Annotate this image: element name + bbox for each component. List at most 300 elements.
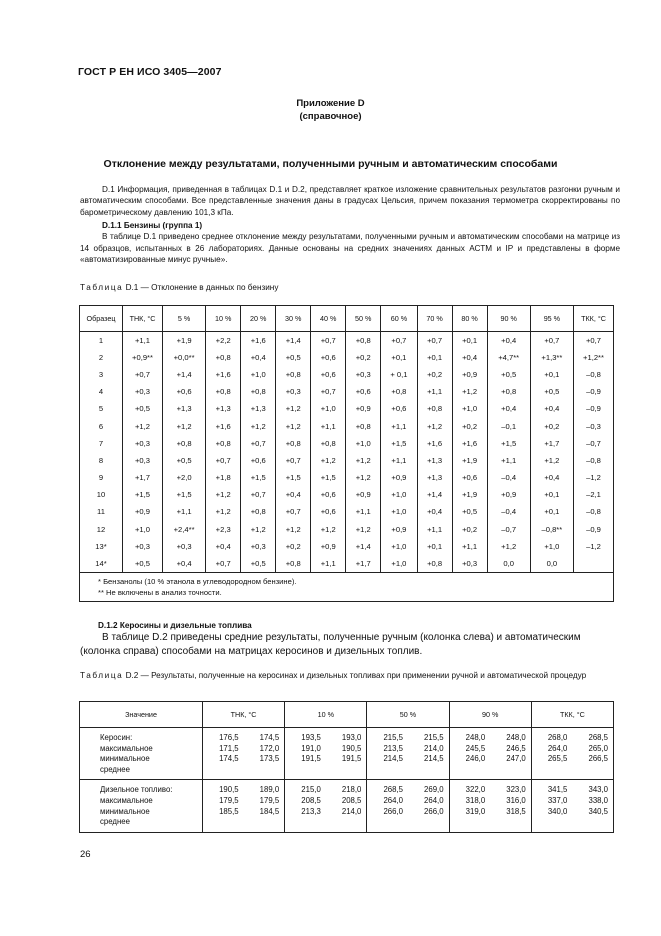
automatic-values-cell	[490, 728, 531, 780]
value: 323,0	[506, 785, 526, 795]
value: 214,0	[341, 806, 362, 816]
header-cell: 20 %	[241, 306, 276, 332]
value-cell: +1,0	[381, 486, 417, 503]
manual-values-cell	[285, 728, 326, 780]
sample-cell: 10	[80, 486, 123, 503]
automatic-values-cell	[408, 728, 449, 780]
value: 214,0	[424, 743, 444, 753]
header-cell: 90 %	[449, 702, 531, 728]
value-cell: +1,2	[163, 417, 206, 434]
value-cell: +0,7	[311, 383, 346, 400]
value-cell: +1,4	[163, 366, 206, 383]
value-cell: +0,6	[241, 452, 276, 469]
value-cell: –1,2	[574, 469, 614, 486]
value: 191,5	[301, 754, 321, 764]
value: 189,0	[259, 785, 280, 795]
table-row	[80, 383, 614, 400]
value-cell: +1,2	[206, 503, 241, 520]
value: 264,0	[383, 795, 403, 805]
value-cell: +0,8	[311, 435, 346, 452]
value-cell: +0,4	[206, 538, 241, 555]
value-cell: +0,4	[276, 486, 311, 503]
value-cell: +0,3	[452, 555, 487, 572]
manual-values-cell	[449, 728, 490, 780]
header-cell: ТКК, °С	[574, 306, 614, 332]
value-cell: +1,2	[311, 452, 346, 469]
value: 248,0	[465, 733, 486, 742]
header-cell: 60 %	[381, 306, 417, 332]
header-cell: 10 %	[285, 702, 367, 728]
table-d2-header-row	[80, 702, 614, 728]
value-cell: +0,8	[206, 435, 241, 452]
sample-cell: 5	[80, 400, 123, 417]
value-cell: +1,0	[381, 503, 417, 520]
table-d2-caption-prefix: Таблица	[80, 671, 124, 680]
value: 191,5	[341, 754, 362, 764]
automatic-values-cell	[326, 780, 367, 832]
value-cell: +0,9	[346, 486, 381, 503]
value: 343,0	[588, 785, 608, 795]
value: 176,5	[219, 733, 239, 742]
value-cell: –0,8**	[530, 521, 573, 538]
value-cell: +0,7	[241, 486, 276, 503]
value-cell: +1,4	[346, 538, 381, 555]
automatic-values-cell	[572, 728, 613, 780]
page-number: 26	[80, 849, 91, 860]
value-cell: +1,0	[241, 366, 276, 383]
value: 193,5	[301, 733, 321, 742]
row-label: минимальное	[100, 806, 150, 816]
value-cell: +1,9	[163, 332, 206, 349]
header-cell: 40 %	[311, 306, 346, 332]
value-cell: +0,7	[574, 332, 614, 349]
group-label-cell	[80, 728, 203, 780]
value: 268,5	[588, 733, 608, 742]
automatic-values-cell	[490, 780, 531, 832]
value-cell: +0,7	[241, 435, 276, 452]
value-cell: +1,3	[417, 469, 452, 486]
value-cell: +0,1	[381, 349, 417, 366]
manual-values-cell	[531, 780, 572, 832]
footnote: ** Не включены в анализ точности.	[98, 587, 222, 597]
value-cell: +0,7	[530, 332, 573, 349]
value-cell: +0,1	[530, 366, 573, 383]
value-cell: +2,3	[206, 521, 241, 538]
table-d2-caption-text: D.2 — Результаты, полученные на керосинах и дизельных топливах при применении ручной и автоматической процедур	[125, 671, 587, 680]
table-d1-caption	[80, 282, 620, 293]
group-label-cell	[80, 780, 203, 832]
value: 191,0	[301, 743, 321, 753]
paragraph-d11-text: В таблице D.1 приведено среднее отклонение между результатами, полученными ручным и автоматическим способами на матрице из 14 образцов, испытанных в 26 лабораториях. Данные основаны на средних значениях данных АСТМ и IP и представлены в форме «автоматизированные минус ручные».	[80, 232, 620, 265]
value: 193,0	[341, 733, 362, 742]
value-cell: +0,9**	[123, 349, 163, 366]
value-cell: +0,1	[417, 538, 452, 555]
value-cell: –0,8	[574, 452, 614, 469]
value-cell: +1,1	[452, 538, 487, 555]
header-cell: 5 %	[163, 306, 206, 332]
table-group-row	[80, 728, 614, 780]
value: 190,5	[219, 785, 239, 795]
value-cell: +1,6	[206, 417, 241, 434]
sample-cell: 6	[80, 417, 123, 434]
value-cell: +1,7	[530, 435, 573, 452]
value: 246,5	[506, 743, 526, 753]
value-cell: +1,3**	[530, 349, 573, 366]
automatic-values-cell	[572, 780, 613, 832]
table-row	[80, 417, 614, 434]
value-cell: +1,5	[381, 435, 417, 452]
value: 265,0	[588, 743, 608, 753]
value-cell: +1,1	[346, 503, 381, 520]
value-cell: +0,6	[311, 366, 346, 383]
table-row	[80, 555, 614, 572]
value-cell: –0,4	[487, 469, 530, 486]
value-cell: +0,8	[276, 555, 311, 572]
value-cell: +1,6	[417, 435, 452, 452]
value-cell: +1,5	[241, 469, 276, 486]
value: 208,5	[301, 795, 321, 805]
value-cell: +1,9	[452, 452, 487, 469]
table-row	[80, 435, 614, 452]
table-d1-footnotes	[80, 572, 614, 601]
value: 266,5	[588, 754, 608, 764]
value-cell: +1,3	[206, 400, 241, 417]
value-cell: +0,9	[346, 400, 381, 417]
value-cell: +1,0	[381, 538, 417, 555]
manual-values-cell	[367, 728, 408, 780]
value-cell: +0,9	[487, 486, 530, 503]
value: 268,0	[547, 733, 568, 742]
document-header: ГОСТ Р ЕН ИСО 3405—2007	[78, 66, 222, 78]
subsection-d11	[80, 220, 620, 266]
value-cell: +0,7	[123, 366, 163, 383]
value-cell: +0,3	[123, 383, 163, 400]
header-cell: 50 %	[346, 306, 381, 332]
value: 341,5	[547, 785, 568, 795]
value: 340,5	[588, 806, 608, 816]
header-cell: ТНК, °С	[203, 702, 285, 728]
sample-cell: 7	[80, 435, 123, 452]
value-cell: +0,7	[276, 503, 311, 520]
table-row	[80, 332, 614, 349]
value: 318,5	[506, 806, 526, 816]
value-cell: –0,1	[487, 417, 530, 434]
manual-values-cell	[203, 728, 244, 780]
value-cell: +0,2	[346, 349, 381, 366]
value-cell: +1,1	[123, 332, 163, 349]
value: 245,5	[465, 743, 486, 753]
value-cell: –0,8	[574, 503, 614, 520]
header-cell: 70 %	[417, 306, 452, 332]
value-cell: 0,0	[487, 555, 530, 572]
automatic-values-cell	[408, 780, 449, 832]
value-cell: +1,1	[381, 452, 417, 469]
table-d1-caption-prefix: Таблица	[80, 283, 124, 292]
footnote: * Бензанолы (10 % этанола в углеводородном бензине).	[98, 576, 297, 586]
value-cell: +1,2	[123, 417, 163, 434]
header-cell: Образец	[80, 306, 123, 332]
value-cell: +0,5	[123, 400, 163, 417]
value-cell: +0,7	[206, 452, 241, 469]
header-cell: 90 %	[487, 306, 530, 332]
value-cell: +0,9	[452, 366, 487, 383]
value: 247,0	[506, 754, 526, 764]
value-cell: +1,0	[530, 538, 573, 555]
value-cell: +0,2	[452, 417, 487, 434]
value-cell: +1,5	[487, 435, 530, 452]
value: 266,0	[424, 806, 444, 816]
value-cell: +1,2	[417, 417, 452, 434]
value: 215,0	[301, 785, 321, 795]
value-cell: +0,7	[417, 332, 452, 349]
value-cell: 0,0	[530, 555, 573, 572]
header-cell: 10 %	[206, 306, 241, 332]
value-cell: +0,6	[311, 349, 346, 366]
value: 340,0	[547, 806, 568, 816]
value-cell: +0,5	[163, 452, 206, 469]
value-cell: +0,8	[206, 349, 241, 366]
value: 264,0	[547, 743, 568, 753]
value-cell: +1,9	[452, 486, 487, 503]
value-cell: +1,5	[276, 469, 311, 486]
value-cell: +0,1	[530, 503, 573, 520]
value-cell: +0,3	[276, 383, 311, 400]
value-cell: +0,8	[206, 383, 241, 400]
value: 214,5	[383, 754, 403, 764]
value-cell: +1,0	[123, 521, 163, 538]
value-cell: + 0,1	[381, 366, 417, 383]
value-cell: +0,5	[123, 555, 163, 572]
value-cell: +1,7	[123, 469, 163, 486]
value-cell: +1,6	[452, 435, 487, 452]
value-cell: +0,4	[530, 469, 573, 486]
table-row	[80, 538, 614, 555]
value-cell: –0,4	[487, 503, 530, 520]
value-cell: +2,4**	[163, 521, 206, 538]
value-cell: +0,0**	[163, 349, 206, 366]
value-cell: +1,5	[163, 486, 206, 503]
value-cell: +0,5	[530, 383, 573, 400]
value-cell: +0,8	[487, 383, 530, 400]
table-d1-header-row	[80, 306, 614, 332]
value: 174,5	[219, 754, 239, 764]
value: 171,5	[219, 743, 239, 753]
sample-cell: 12	[80, 521, 123, 538]
sample-cell: 14*	[80, 555, 123, 572]
value-cell: +0,5	[487, 366, 530, 383]
value-cell: +1,2	[311, 521, 346, 538]
section-title: Отклонение между результатами, полученными ручным и автоматическим способами	[103, 158, 558, 170]
value-cell: +0,2	[452, 521, 487, 538]
value-cell: +0,5	[241, 555, 276, 572]
value: 179,5	[259, 795, 280, 805]
table-d2-caption	[80, 670, 620, 681]
value-cell: +1,3	[417, 452, 452, 469]
value-cell: –1,2	[574, 538, 614, 555]
value-cell: +1,2	[346, 469, 381, 486]
table-row	[80, 400, 614, 417]
header-cell: 80 %	[452, 306, 487, 332]
header-cell: 30 %	[276, 306, 311, 332]
value: 218,0	[341, 785, 362, 795]
value-cell: +0,8	[163, 435, 206, 452]
value: 264,0	[424, 795, 444, 805]
manual-values-cell	[531, 728, 572, 780]
heading-d11: D.1.1 Бензины (группа 1)	[102, 221, 203, 230]
value-cell: +1,5	[123, 486, 163, 503]
value-cell: +1,4	[417, 486, 452, 503]
value-cell: +0,4	[163, 555, 206, 572]
value-cell: +2,2	[206, 332, 241, 349]
value-cell: +1,2	[276, 417, 311, 434]
value-cell: +1,1	[417, 521, 452, 538]
value-cell: +0,1	[452, 332, 487, 349]
value-cell: +0,1	[530, 486, 573, 503]
table-d1-caption-text: D.1 — Отклонение в данных по бензину	[125, 283, 279, 292]
value: 208,5	[341, 795, 362, 805]
value: 246,0	[465, 754, 486, 764]
value-cell: –2,1	[574, 486, 614, 503]
row-label: максимальное	[100, 795, 153, 805]
value: 265,5	[547, 754, 568, 764]
automatic-values-cell	[244, 728, 285, 780]
table-d1-body	[80, 332, 614, 573]
value: 213,3	[301, 806, 321, 816]
annex-subtitle: (справочное)	[299, 111, 362, 122]
value-cell: +0,4	[487, 332, 530, 349]
table-d1	[79, 305, 614, 602]
annex-heading	[0, 97, 661, 123]
value-cell: +0,8	[276, 366, 311, 383]
value-cell: +1,1	[417, 383, 452, 400]
value-cell: +0,8	[417, 400, 452, 417]
value: 173,5	[259, 754, 280, 764]
table-row	[80, 469, 614, 486]
value-cell: +0,6	[346, 383, 381, 400]
value: 215,5	[383, 733, 403, 742]
paragraph-d12-text: В таблице D.2 приведены средние результаты, полученные ручным (колонка слева) и автоматическим (колонка справа) способами на матрицах керосинов и дизельных топлив.	[80, 632, 581, 657]
sample-cell: 13*	[80, 538, 123, 555]
value-cell: +0,3	[241, 538, 276, 555]
value-cell: +1,2	[346, 452, 381, 469]
table-row	[80, 366, 614, 383]
value-cell: +1,2	[276, 521, 311, 538]
value-cell: +0,8	[346, 417, 381, 434]
value-cell: +0,7	[276, 452, 311, 469]
value-cell: –0,9	[574, 383, 614, 400]
heading-d12: D.1.2 Керосины и дизельные топлива	[98, 621, 252, 630]
value-cell: –0,9	[574, 521, 614, 538]
table-row	[80, 486, 614, 503]
value: 319,0	[465, 806, 486, 816]
value-cell: +0,5	[276, 349, 311, 366]
value-cell: +0,7	[311, 332, 346, 349]
value: 322,0	[465, 785, 486, 795]
value-cell: +0,4	[241, 349, 276, 366]
value-cell: +0,2	[417, 366, 452, 383]
table-d2	[79, 701, 614, 833]
value-cell: +0,6	[311, 486, 346, 503]
row-label: минимальное	[100, 754, 150, 764]
value: 174,5	[259, 733, 280, 742]
value-cell: +1,0	[381, 555, 417, 572]
value-cell: +0,6	[311, 503, 346, 520]
paragraph-d1-text: D.1 Информация, приведенная в таблицах D.1 и D.2, представляет краткое изложение сравнительных результатов разгонки ручным и автоматическим способами. Все представленные значения даны в градусах Цельсия, причем показания термометра скорректированы по барометрическому давлению 101,3 кПа.	[80, 185, 620, 217]
automatic-values-cell	[326, 728, 367, 780]
table-row	[80, 349, 614, 366]
value-cell: +1,1	[381, 417, 417, 434]
value: 179,5	[219, 795, 239, 805]
value-cell: +0,9	[311, 538, 346, 555]
value-cell: –0,9	[574, 400, 614, 417]
value: 268,5	[383, 785, 403, 795]
header-cell: ТКК, °С	[531, 702, 613, 728]
value: 316,0	[506, 795, 526, 805]
value-cell: +0,4	[487, 400, 530, 417]
value-cell: +1,4	[276, 332, 311, 349]
sample-cell: 3	[80, 366, 123, 383]
value-cell: +0,8	[241, 503, 276, 520]
value-cell: +1,2	[530, 452, 573, 469]
sample-cell: 1	[80, 332, 123, 349]
value-cell: +1,5	[311, 469, 346, 486]
value-cell: +1,0	[452, 400, 487, 417]
value: 185,5	[219, 806, 239, 816]
value-cell: +0,6	[452, 469, 487, 486]
value-cell: +0,8	[276, 435, 311, 452]
value: 338,0	[588, 795, 608, 805]
value: 248,0	[506, 733, 526, 742]
value-cell: +1,2**	[574, 349, 614, 366]
value-cell: +1,2	[346, 521, 381, 538]
sample-cell: 8	[80, 452, 123, 469]
table-row	[80, 521, 614, 538]
value-cell: +0,3	[123, 538, 163, 555]
row-label: среднее	[100, 817, 130, 827]
value-cell: +1,1	[311, 555, 346, 572]
value-cell: +1,6	[241, 332, 276, 349]
value-cell: +0,3	[346, 366, 381, 383]
value: 215,5	[424, 733, 444, 742]
value-cell: +0,4	[417, 503, 452, 520]
paragraph-d12	[80, 631, 620, 659]
value-cell: +0,9	[381, 521, 417, 538]
value-cell: +0,8	[346, 332, 381, 349]
group-name: Дизельное топливо:	[100, 785, 173, 795]
sample-cell: 4	[80, 383, 123, 400]
annex-title: Приложение D	[296, 98, 365, 109]
value-cell: +1,2	[206, 486, 241, 503]
value-cell: +0,4	[530, 400, 573, 417]
value-cell: +1,3	[241, 400, 276, 417]
value-cell: +2,0	[163, 469, 206, 486]
manual-values-cell	[285, 780, 326, 832]
value-cell: +0,1	[417, 349, 452, 366]
header-cell: Значение	[80, 702, 203, 728]
value-cell: +0,8	[417, 555, 452, 572]
table-d1-footnotes-row	[80, 572, 614, 601]
value-cell: +1,3	[163, 400, 206, 417]
value: 214,5	[424, 754, 444, 764]
value-cell: +0,2	[276, 538, 311, 555]
value-cell: +0,6	[381, 400, 417, 417]
table-d2-body	[80, 728, 614, 833]
value-cell: +0,3	[123, 435, 163, 452]
value-cell: +0,8	[381, 383, 417, 400]
value-cell	[574, 555, 614, 572]
manual-values-cell	[367, 780, 408, 832]
header-cell: 50 %	[367, 702, 449, 728]
